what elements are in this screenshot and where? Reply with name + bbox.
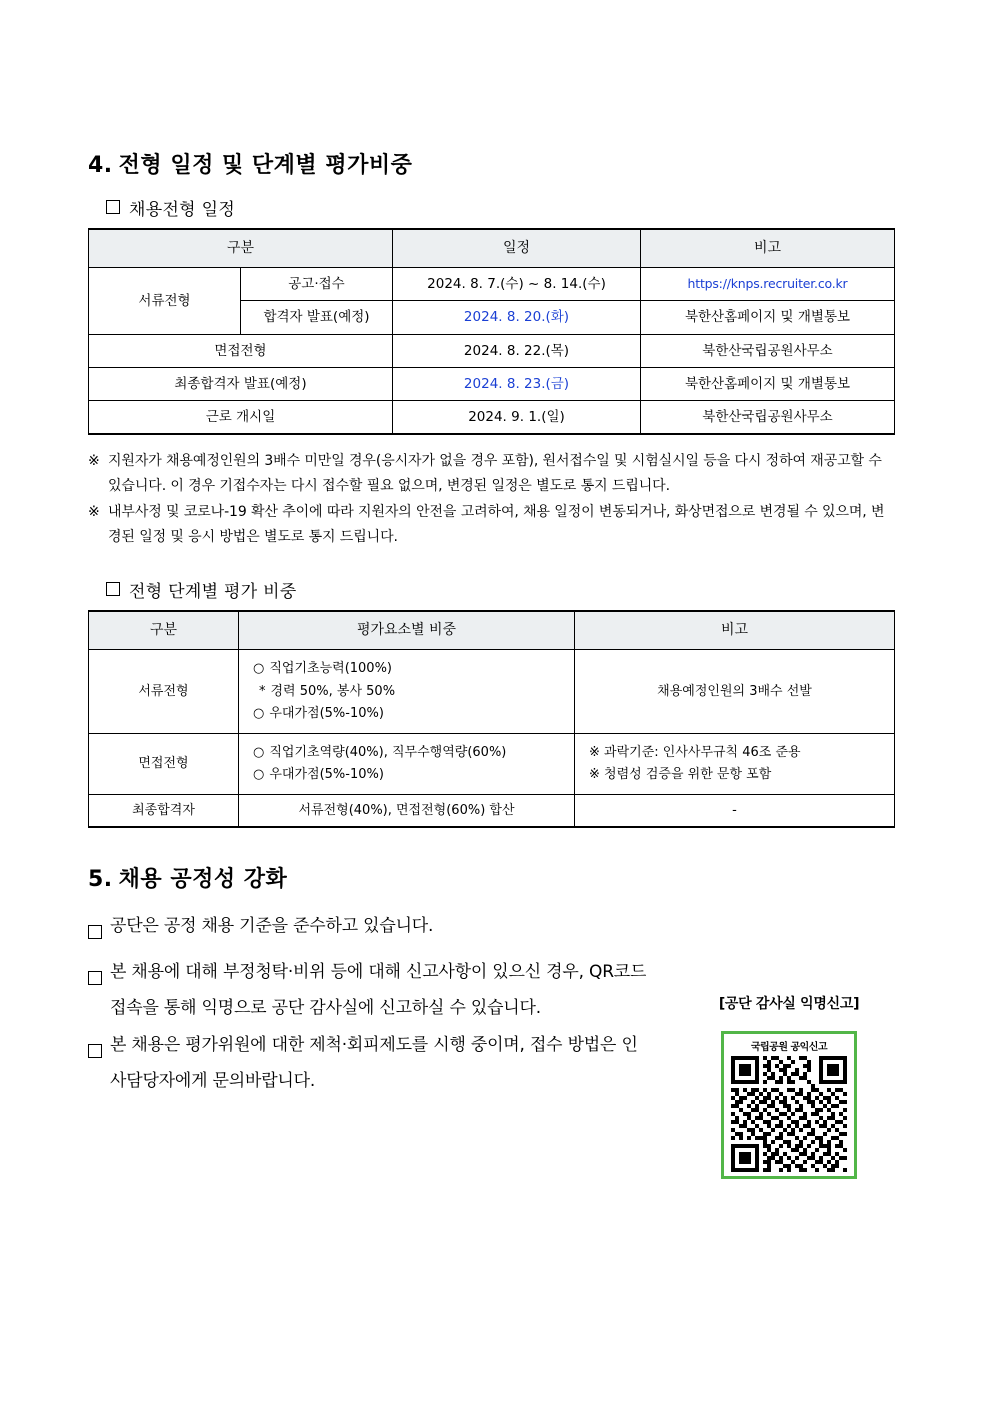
note-item	[88, 449, 894, 498]
cell-date-final: 2024. 8. 23.(금)	[393, 367, 641, 400]
cell-remark-document: 채용예정인원의 3배수 선발	[575, 650, 895, 734]
qr-label: [공단 감사실 익명신고]	[718, 996, 860, 1012]
list-item-label: 본 채용에 대해 부정청탁·비위 등에 대해 신고사항이 있으신 경우, QR코드 접속을 통해 익명으로 공단 감사실에 신고하실 수 있습니다.	[110, 961, 647, 1018]
document-content	[88, 148, 894, 1100]
qr-code-icon	[731, 1056, 847, 1172]
checkbox-square-icon	[88, 909, 110, 953]
cell-stage-interview: 면접전형	[89, 334, 393, 367]
note-mark: ※	[88, 504, 100, 521]
subheading-weights-text: 전형 단계별 평가 비중	[129, 582, 297, 603]
header-cell-평가요소: 평가요소별 비중	[239, 611, 575, 650]
remark-line: ※ 청렴성 검증을 위한 문항 포함	[589, 767, 772, 783]
criteria-text: 직업기초능력(100%)	[269, 661, 393, 677]
note-item	[88, 500, 894, 549]
criteria-text: 우대가점(5%-10%)	[269, 706, 384, 722]
qr-report-block	[684, 993, 894, 1179]
fairness-checklist	[88, 909, 648, 1099]
remark-line: ※ 과락기준: 인사사무규칙 46조 준용	[589, 744, 801, 760]
qr-code-box[interactable]	[721, 1031, 857, 1179]
section-4-number: 4.	[88, 153, 113, 178]
table-row	[89, 268, 895, 301]
cell-remark-result: 북한산홈페이지 및 개별통보	[641, 301, 895, 334]
table-header-row	[89, 611, 895, 650]
list-item	[88, 1028, 648, 1099]
note-mark: ※	[88, 453, 100, 470]
bullet-asterisk-icon: *	[259, 683, 266, 699]
section-5-title	[88, 862, 894, 893]
table-row	[89, 733, 895, 794]
schedule-notes	[88, 449, 894, 549]
table-row	[89, 334, 895, 367]
criteria-text: 우대가점(5%-10%)	[269, 767, 384, 783]
cell-stage-interview: 면접전형	[89, 733, 239, 794]
cell-remark-interview: 북한산국립공원사무소	[641, 334, 895, 367]
recruiter-site-link[interactable]: https://knps.recruiter.co.kr	[641, 268, 895, 301]
criteria-line	[253, 743, 570, 763]
cell-stage-start: 근로 개시일	[89, 401, 393, 435]
list-item	[88, 909, 648, 953]
cell-remark-start: 북한산국립공원사무소	[641, 401, 895, 435]
evaluation-weight-table	[88, 610, 895, 828]
bullet-circle-icon: ○	[253, 706, 265, 722]
cell-criteria-interview	[239, 733, 575, 794]
qr-caption: 국립공원 공익신고	[750, 1042, 828, 1053]
bullet-circle-icon: ○	[253, 661, 265, 677]
cell-date-result: 2024. 8. 20.(화)	[393, 301, 641, 334]
header-cell-구분: 구분	[89, 611, 239, 650]
subheading-schedule	[106, 195, 894, 220]
criteria-text: 직업기초역량(40%), 직무수행역량(60%)	[269, 744, 507, 760]
cell-remark-interview	[575, 733, 895, 794]
subheading-schedule-text: 채용전형 일정	[129, 200, 236, 220]
table-header-row	[89, 229, 895, 268]
header-cell-일정: 일정	[393, 229, 641, 268]
bullet-circle-icon: ○	[253, 767, 265, 783]
header-cell-구분: 구분	[89, 229, 393, 268]
checkbox-square-icon	[88, 955, 110, 1026]
note-text: 내부사정 및 코로나-19 확산 추이에 따라 지원자의 안전을 고려하여, 채용 일정이 변동되거나, 화상면접으로 변경될 수 있으며, 변경된 일정 및 응시 방법은 별도로 통지 드립니다.	[108, 504, 885, 545]
criteria-line	[253, 704, 570, 724]
criteria-text: 경력 50%, 봉사 50%	[270, 683, 396, 699]
list-item-label: 본 채용은 평가위원에 대한 제척·회피제도를 시행 중이며, 접수 방법은 인사담당자에게 문의바랍니다.	[110, 1035, 638, 1091]
checkbox-square-icon	[106, 582, 120, 596]
checkbox-square-icon	[88, 1028, 110, 1099]
cell-criteria-final: 서류전형(40%), 면접전형(60%) 합산	[239, 794, 575, 827]
cell-date-notice: 2024. 8. 7.(수) ~ 8. 14.(수)	[393, 268, 641, 301]
subheading-weights	[106, 577, 894, 602]
list-item	[88, 955, 648, 1026]
table-row	[89, 401, 895, 435]
table-row	[89, 794, 895, 827]
section-5-heading-text: 채용 공정성 강화	[118, 867, 288, 893]
section-4-heading-text: 전형 일정 및 단계별 평가비중	[118, 153, 413, 178]
list-item-label: 공단은 공정 채용 기준을 준수하고 있습니다.	[110, 916, 434, 937]
cell-criteria-document	[239, 650, 575, 734]
criteria-line	[253, 659, 570, 679]
cell-date-interview: 2024. 8. 22.(목)	[393, 334, 641, 367]
cell-stage-final: 최종합격자	[89, 794, 239, 827]
recruitment-schedule-table	[88, 228, 895, 435]
cell-step-result: 합격자 발표(예정)	[241, 301, 393, 334]
checkbox-square-icon	[106, 200, 120, 214]
cell-step-notice: 공고·접수	[241, 268, 393, 301]
criteria-line	[253, 682, 570, 702]
cell-date-start: 2024. 9. 1.(일)	[393, 401, 641, 435]
table-row	[89, 650, 895, 734]
section-5-number: 5.	[88, 867, 113, 893]
header-cell-비고: 비고	[575, 611, 895, 650]
criteria-line	[253, 765, 570, 785]
header-cell-비고: 비고	[641, 229, 895, 268]
note-text: 지원자가 채용예정인원의 3배수 미만일 경우(응시자가 없을 경우 포함), 원서접수일 및 시험실시일 등을 다시 정하여 재공고할 수 있습니다. 이 경우 기접수자는 다시 접수할 필요 없으며, 변경된 일정은 별도로 통지 드립니다.	[108, 453, 882, 494]
cell-remark-final: 북한산홈페이지 및 개별통보	[641, 367, 895, 400]
section-4-title	[88, 148, 894, 179]
cell-remark-final: -	[575, 794, 895, 827]
table-row	[89, 367, 895, 400]
bullet-circle-icon: ○	[253, 744, 265, 760]
cell-stage-final: 최종합격자 발표(예정)	[89, 367, 393, 400]
cell-stage-document: 서류전형	[89, 268, 241, 335]
cell-stage-document: 서류전형	[89, 650, 239, 734]
